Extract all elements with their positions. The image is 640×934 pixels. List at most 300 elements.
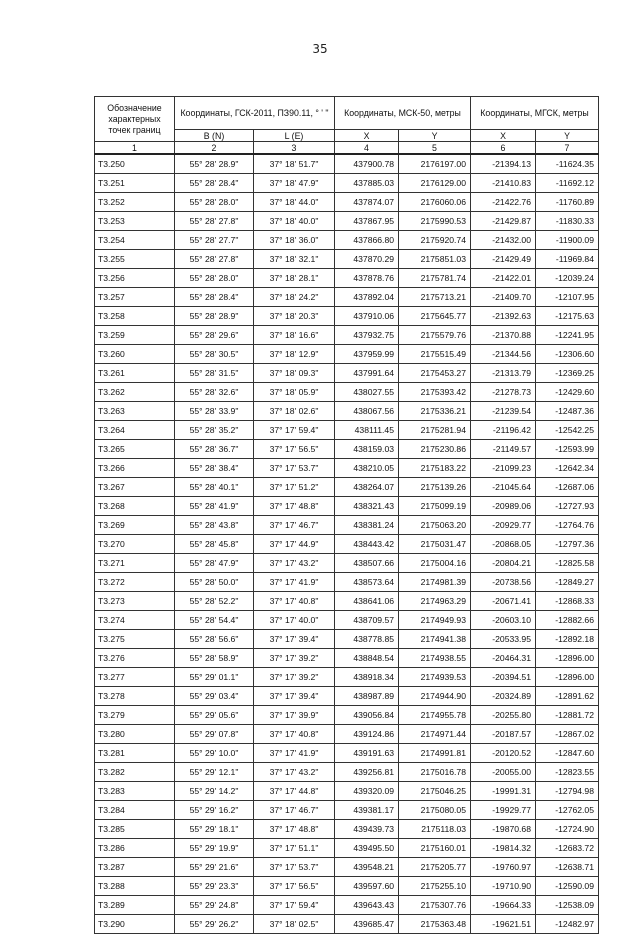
- msk-y-cell: 2175004.16: [399, 554, 471, 573]
- msk-y-cell: 2175031.47: [399, 535, 471, 554]
- msk-x-cell: 438573.64: [335, 573, 399, 592]
- mgsk-y-cell: -11830.33: [536, 212, 599, 231]
- table-row: [95, 801, 599, 820]
- msk-y-cell: 2174944.90: [399, 687, 471, 706]
- table-row: [95, 288, 599, 307]
- longitude-l-cell: 37° 18' 32.1": [254, 250, 335, 269]
- header-mgsk: Координаты, МГСК, метры: [471, 97, 599, 130]
- mgsk-x-cell: -21239.54: [471, 402, 536, 421]
- msk-x-cell: 438321.43: [335, 497, 399, 516]
- column-number: 2: [175, 142, 254, 155]
- column-number: 6: [471, 142, 536, 155]
- mgsk-y-cell: -11624.35: [536, 154, 599, 174]
- msk-x-cell: 438210.05: [335, 459, 399, 478]
- msk-y-cell: 2174981.39: [399, 573, 471, 592]
- mgsk-x-cell: -20394.51: [471, 668, 536, 687]
- mgsk-x-cell: -20120.52: [471, 744, 536, 763]
- longitude-l-cell: 37° 17' 40.8": [254, 592, 335, 611]
- point-id-cell: Т3.275: [95, 630, 175, 649]
- longitude-l-cell: 37° 17' 59.4": [254, 896, 335, 915]
- msk-x-cell: 438443.42: [335, 535, 399, 554]
- table-row: [95, 478, 599, 497]
- msk-x-cell: 438987.89: [335, 687, 399, 706]
- msk-x-cell: 439191.63: [335, 744, 399, 763]
- table-row: [95, 497, 599, 516]
- point-id-cell: Т3.288: [95, 877, 175, 896]
- msk-x-cell: 438067.56: [335, 402, 399, 421]
- mgsk-y-cell: -12764.76: [536, 516, 599, 535]
- latitude-b-cell: 55° 28' 41.9": [175, 497, 254, 516]
- table-row: [95, 858, 599, 877]
- point-id-cell: Т3.284: [95, 801, 175, 820]
- longitude-l-cell: 37° 17' 39.2": [254, 668, 335, 687]
- mgsk-x-cell: -20464.31: [471, 649, 536, 668]
- msk-x-cell: 439056.84: [335, 706, 399, 725]
- msk-y-cell: 2174971.44: [399, 725, 471, 744]
- column-number: 7: [536, 142, 599, 155]
- header-row-titles: [95, 97, 599, 130]
- table-row: [95, 307, 599, 326]
- mgsk-x-cell: -21394.13: [471, 154, 536, 174]
- point-id-cell: Т3.265: [95, 440, 175, 459]
- header-x-msk: X: [335, 130, 399, 142]
- msk-y-cell: 2174963.29: [399, 592, 471, 611]
- msk-y-cell: 2175255.10: [399, 877, 471, 896]
- mgsk-x-cell: -20324.89: [471, 687, 536, 706]
- mgsk-x-cell: -21409.70: [471, 288, 536, 307]
- point-id-cell: Т3.262: [95, 383, 175, 402]
- table-row: [95, 687, 599, 706]
- mgsk-y-cell: -12590.09: [536, 877, 599, 896]
- mgsk-x-cell: -21099.23: [471, 459, 536, 478]
- msk-y-cell: 2175645.77: [399, 307, 471, 326]
- longitude-l-cell: 37° 17' 39.4": [254, 687, 335, 706]
- mgsk-y-cell: -12847.60: [536, 744, 599, 763]
- point-id-cell: Т3.283: [95, 782, 175, 801]
- longitude-l-cell: 37° 17' 56.5": [254, 877, 335, 896]
- header-y-mgsk: Y: [536, 130, 599, 142]
- msk-y-cell: 2175230.86: [399, 440, 471, 459]
- point-id-cell: Т3.254: [95, 231, 175, 250]
- longitude-l-cell: 37° 17' 39.2": [254, 649, 335, 668]
- table-row: [95, 269, 599, 288]
- msk-y-cell: 2175851.03: [399, 250, 471, 269]
- msk-y-cell: 2175046.25: [399, 782, 471, 801]
- point-id-cell: Т3.271: [95, 554, 175, 573]
- msk-y-cell: 2175118.03: [399, 820, 471, 839]
- longitude-l-cell: 37° 17' 51.1": [254, 839, 335, 858]
- table-row: [95, 725, 599, 744]
- mgsk-y-cell: -12107.95: [536, 288, 599, 307]
- mgsk-y-cell: -12867.02: [536, 725, 599, 744]
- msk-y-cell: 2175205.77: [399, 858, 471, 877]
- longitude-l-cell: 37° 17' 53.7": [254, 459, 335, 478]
- latitude-b-cell: 55° 29' 14.2": [175, 782, 254, 801]
- longitude-l-cell: 37° 18' 24.2": [254, 288, 335, 307]
- point-id-cell: Т3.263: [95, 402, 175, 421]
- mgsk-y-cell: -12241.95: [536, 326, 599, 345]
- mgsk-x-cell: -21422.76: [471, 193, 536, 212]
- point-id-cell: Т3.280: [95, 725, 175, 744]
- mgsk-y-cell: -12891.62: [536, 687, 599, 706]
- point-id-cell: Т3.260: [95, 345, 175, 364]
- latitude-b-cell: 55° 28' 28.0": [175, 193, 254, 212]
- mgsk-y-cell: -12538.09: [536, 896, 599, 915]
- point-id-cell: Т3.270: [95, 535, 175, 554]
- longitude-l-cell: 37° 17' 46.7": [254, 801, 335, 820]
- mgsk-x-cell: -19991.31: [471, 782, 536, 801]
- mgsk-x-cell: -19814.32: [471, 839, 536, 858]
- latitude-b-cell: 55° 28' 28.4": [175, 288, 254, 307]
- table-row: [95, 250, 599, 269]
- latitude-b-cell: 55° 28' 58.9": [175, 649, 254, 668]
- msk-x-cell: 438918.34: [335, 668, 399, 687]
- longitude-l-cell: 37° 17' 48.8": [254, 497, 335, 516]
- mgsk-x-cell: -20671.41: [471, 592, 536, 611]
- msk-y-cell: 2175713.21: [399, 288, 471, 307]
- msk-y-cell: 2175281.94: [399, 421, 471, 440]
- msk-x-cell: 437867.95: [335, 212, 399, 231]
- mgsk-x-cell: -19621.51: [471, 915, 536, 934]
- msk-y-cell: 2175393.42: [399, 383, 471, 402]
- latitude-b-cell: 55° 29' 10.0": [175, 744, 254, 763]
- msk-x-cell: 438381.24: [335, 516, 399, 535]
- point-id-cell: Т3.285: [95, 820, 175, 839]
- header-point-label: Обозначение характерных точек границ: [95, 97, 175, 142]
- table-row: [95, 364, 599, 383]
- msk-x-cell: 438641.06: [335, 592, 399, 611]
- msk-y-cell: 2175781.74: [399, 269, 471, 288]
- mgsk-y-cell: -12849.27: [536, 573, 599, 592]
- latitude-b-cell: 55° 28' 36.7": [175, 440, 254, 459]
- mgsk-y-cell: -12482.97: [536, 915, 599, 934]
- table-row: [95, 154, 599, 174]
- table-row: [95, 174, 599, 193]
- mgsk-y-cell: -12369.25: [536, 364, 599, 383]
- msk-y-cell: 2175080.05: [399, 801, 471, 820]
- point-id-cell: Т3.257: [95, 288, 175, 307]
- mgsk-x-cell: -20533.95: [471, 630, 536, 649]
- longitude-l-cell: 37° 17' 51.2": [254, 478, 335, 497]
- msk-x-cell: 438507.66: [335, 554, 399, 573]
- table-row: [95, 611, 599, 630]
- msk-x-cell: 438778.85: [335, 630, 399, 649]
- mgsk-y-cell: -12868.33: [536, 592, 599, 611]
- mgsk-x-cell: -20868.05: [471, 535, 536, 554]
- msk-y-cell: 2175336.21: [399, 402, 471, 421]
- point-id-cell: Т3.279: [95, 706, 175, 725]
- msk-y-cell: 2175063.20: [399, 516, 471, 535]
- table-row: [95, 554, 599, 573]
- latitude-b-cell: 55° 28' 45.8": [175, 535, 254, 554]
- msk-x-cell: 438264.07: [335, 478, 399, 497]
- mgsk-x-cell: -19929.77: [471, 801, 536, 820]
- msk-x-cell: 439124.86: [335, 725, 399, 744]
- msk-x-cell: 439256.81: [335, 763, 399, 782]
- msk-x-cell: 438709.57: [335, 611, 399, 630]
- table-row: [95, 877, 599, 896]
- table-row: [95, 592, 599, 611]
- table-row: [95, 820, 599, 839]
- header-gsk: Координаты, ГСК-2011, ПЗ90.11, ° ' ": [175, 97, 335, 130]
- mgsk-y-cell: -12724.90: [536, 820, 599, 839]
- mgsk-y-cell: -11692.12: [536, 174, 599, 193]
- msk-x-cell: 439381.17: [335, 801, 399, 820]
- latitude-b-cell: 55° 28' 27.8": [175, 212, 254, 231]
- point-id-cell: Т3.266: [95, 459, 175, 478]
- point-id-cell: Т3.255: [95, 250, 175, 269]
- point-id-cell: Т3.259: [95, 326, 175, 345]
- latitude-b-cell: 55° 28' 52.2": [175, 592, 254, 611]
- longitude-l-cell: 37° 18' 47.9": [254, 174, 335, 193]
- longitude-l-cell: 37° 18' 44.0": [254, 193, 335, 212]
- longitude-l-cell: 37° 18' 16.6": [254, 326, 335, 345]
- msk-x-cell: 439320.09: [335, 782, 399, 801]
- point-id-cell: Т3.277: [95, 668, 175, 687]
- latitude-b-cell: 55° 28' 54.4": [175, 611, 254, 630]
- msk-x-cell: 437878.76: [335, 269, 399, 288]
- mgsk-x-cell: -21344.56: [471, 345, 536, 364]
- msk-y-cell: 2176129.00: [399, 174, 471, 193]
- table-row: [95, 782, 599, 801]
- msk-y-cell: 2174938.55: [399, 649, 471, 668]
- mgsk-x-cell: -20603.10: [471, 611, 536, 630]
- latitude-b-cell: 55° 29' 21.6": [175, 858, 254, 877]
- table-row: [95, 345, 599, 364]
- latitude-b-cell: 55° 28' 32.6": [175, 383, 254, 402]
- msk-y-cell: 2175099.19: [399, 497, 471, 516]
- column-number: 4: [335, 142, 399, 155]
- point-id-cell: Т3.251: [95, 174, 175, 193]
- mgsk-x-cell: -20738.56: [471, 573, 536, 592]
- point-id-cell: Т3.278: [95, 687, 175, 706]
- latitude-b-cell: 55° 28' 30.5": [175, 345, 254, 364]
- mgsk-x-cell: -21422.01: [471, 269, 536, 288]
- msk-y-cell: 2175920.74: [399, 231, 471, 250]
- table-row: [95, 516, 599, 535]
- header-l: L (E): [254, 130, 335, 142]
- longitude-l-cell: 37° 17' 41.9": [254, 573, 335, 592]
- latitude-b-cell: 55° 28' 40.1": [175, 478, 254, 497]
- mgsk-y-cell: -11900.09: [536, 231, 599, 250]
- msk-x-cell: 439548.21: [335, 858, 399, 877]
- longitude-l-cell: 37° 18' 36.0": [254, 231, 335, 250]
- table-row: [95, 421, 599, 440]
- point-id-cell: Т3.276: [95, 649, 175, 668]
- table-row: [95, 402, 599, 421]
- msk-x-cell: 437866.80: [335, 231, 399, 250]
- mgsk-y-cell: -12881.72: [536, 706, 599, 725]
- latitude-b-cell: 55° 29' 23.3": [175, 877, 254, 896]
- mgsk-x-cell: -19710.90: [471, 877, 536, 896]
- header-row-numbers: [95, 142, 599, 155]
- msk-x-cell: 437910.06: [335, 307, 399, 326]
- mgsk-x-cell: -20055.00: [471, 763, 536, 782]
- table-row: [95, 763, 599, 782]
- latitude-b-cell: 55° 29' 03.4": [175, 687, 254, 706]
- point-id-cell: Т3.282: [95, 763, 175, 782]
- table-row: [95, 630, 599, 649]
- latitude-b-cell: 55° 28' 50.0": [175, 573, 254, 592]
- mgsk-x-cell: -21313.79: [471, 364, 536, 383]
- table-row: [95, 915, 599, 934]
- msk-y-cell: 2175515.49: [399, 345, 471, 364]
- mgsk-y-cell: -12882.66: [536, 611, 599, 630]
- latitude-b-cell: 55° 29' 01.1": [175, 668, 254, 687]
- mgsk-y-cell: -12429.60: [536, 383, 599, 402]
- mgsk-y-cell: -11969.84: [536, 250, 599, 269]
- mgsk-y-cell: -12762.05: [536, 801, 599, 820]
- longitude-l-cell: 37° 17' 40.8": [254, 725, 335, 744]
- point-id-cell: Т3.268: [95, 497, 175, 516]
- point-id-cell: Т3.281: [95, 744, 175, 763]
- latitude-b-cell: 55° 28' 33.9": [175, 402, 254, 421]
- mgsk-y-cell: -12687.06: [536, 478, 599, 497]
- latitude-b-cell: 55° 29' 24.8": [175, 896, 254, 915]
- mgsk-y-cell: -12175.63: [536, 307, 599, 326]
- mgsk-x-cell: -20929.77: [471, 516, 536, 535]
- point-id-cell: Т3.269: [95, 516, 175, 535]
- latitude-b-cell: 55° 28' 28.9": [175, 154, 254, 174]
- latitude-b-cell: 55° 28' 38.4": [175, 459, 254, 478]
- point-id-cell: Т3.252: [95, 193, 175, 212]
- mgsk-y-cell: -11760.89: [536, 193, 599, 212]
- msk-y-cell: 2175363.48: [399, 915, 471, 934]
- longitude-l-cell: 37° 17' 39.9": [254, 706, 335, 725]
- mgsk-x-cell: -20804.21: [471, 554, 536, 573]
- longitude-l-cell: 37° 17' 44.8": [254, 782, 335, 801]
- mgsk-y-cell: -12727.93: [536, 497, 599, 516]
- point-id-cell: Т3.273: [95, 592, 175, 611]
- coordinates-table: [94, 96, 599, 934]
- longitude-l-cell: 37° 17' 43.2": [254, 554, 335, 573]
- table-row: [95, 744, 599, 763]
- latitude-b-cell: 55° 28' 43.8": [175, 516, 254, 535]
- mgsk-y-cell: -12797.36: [536, 535, 599, 554]
- longitude-l-cell: 37° 18' 28.1": [254, 269, 335, 288]
- msk-y-cell: 2175579.76: [399, 326, 471, 345]
- table-row: [95, 383, 599, 402]
- longitude-l-cell: 37° 17' 48.8": [254, 820, 335, 839]
- msk-y-cell: 2176197.00: [399, 154, 471, 174]
- msk-y-cell: 2175453.27: [399, 364, 471, 383]
- longitude-l-cell: 37° 17' 46.7": [254, 516, 335, 535]
- column-number: 1: [95, 142, 175, 155]
- latitude-b-cell: 55° 28' 29.6": [175, 326, 254, 345]
- table-row: [95, 535, 599, 554]
- mgsk-y-cell: -12892.18: [536, 630, 599, 649]
- mgsk-x-cell: -19664.33: [471, 896, 536, 915]
- msk-y-cell: 2175183.22: [399, 459, 471, 478]
- latitude-b-cell: 55° 29' 26.2": [175, 915, 254, 934]
- mgsk-y-cell: -12638.71: [536, 858, 599, 877]
- longitude-l-cell: 37° 18' 20.3": [254, 307, 335, 326]
- mgsk-x-cell: -20989.06: [471, 497, 536, 516]
- latitude-b-cell: 55° 28' 35.2": [175, 421, 254, 440]
- latitude-b-cell: 55° 29' 07.8": [175, 725, 254, 744]
- mgsk-y-cell: -12642.34: [536, 459, 599, 478]
- point-id-cell: Т3.287: [95, 858, 175, 877]
- latitude-b-cell: 55° 29' 05.6": [175, 706, 254, 725]
- point-id-cell: Т3.267: [95, 478, 175, 497]
- page-number: 35: [312, 42, 328, 56]
- msk-x-cell: 437874.07: [335, 193, 399, 212]
- longitude-l-cell: 37° 18' 02.6": [254, 402, 335, 421]
- latitude-b-cell: 55° 28' 56.6": [175, 630, 254, 649]
- msk-y-cell: 2176060.06: [399, 193, 471, 212]
- column-number: 5: [399, 142, 471, 155]
- table-row: [95, 649, 599, 668]
- table-row: [95, 839, 599, 858]
- table-row: [95, 668, 599, 687]
- msk-x-cell: 437885.03: [335, 174, 399, 193]
- point-id-cell: Т3.290: [95, 915, 175, 934]
- mgsk-x-cell: -21429.87: [471, 212, 536, 231]
- mgsk-x-cell: -20255.80: [471, 706, 536, 725]
- mgsk-x-cell: -21045.64: [471, 478, 536, 497]
- longitude-l-cell: 37° 17' 41.9": [254, 744, 335, 763]
- msk-y-cell: 2175307.76: [399, 896, 471, 915]
- mgsk-x-cell: -21196.42: [471, 421, 536, 440]
- longitude-l-cell: 37° 18' 12.9": [254, 345, 335, 364]
- mgsk-y-cell: -12896.00: [536, 668, 599, 687]
- longitude-l-cell: 37° 17' 43.2": [254, 763, 335, 782]
- mgsk-x-cell: -19760.97: [471, 858, 536, 877]
- msk-x-cell: 439495.50: [335, 839, 399, 858]
- msk-x-cell: 439685.47: [335, 915, 399, 934]
- msk-x-cell: 437900.78: [335, 154, 399, 174]
- msk-x-cell: 438848.54: [335, 649, 399, 668]
- mgsk-y-cell: -12683.72: [536, 839, 599, 858]
- point-id-cell: Т3.253: [95, 212, 175, 231]
- longitude-l-cell: 37° 17' 56.5": [254, 440, 335, 459]
- latitude-b-cell: 55° 29' 12.1": [175, 763, 254, 782]
- point-id-cell: Т3.256: [95, 269, 175, 288]
- mgsk-x-cell: -21392.63: [471, 307, 536, 326]
- table-row: [95, 193, 599, 212]
- msk-x-cell: 439439.73: [335, 820, 399, 839]
- point-id-cell: Т3.258: [95, 307, 175, 326]
- latitude-b-cell: 55° 28' 28.4": [175, 174, 254, 193]
- column-number: 3: [254, 142, 335, 155]
- mgsk-y-cell: -12823.55: [536, 763, 599, 782]
- latitude-b-cell: 55° 28' 28.0": [175, 269, 254, 288]
- mgsk-x-cell: -21370.88: [471, 326, 536, 345]
- mgsk-y-cell: -12487.36: [536, 402, 599, 421]
- mgsk-y-cell: -12794.98: [536, 782, 599, 801]
- longitude-l-cell: 37° 17' 39.4": [254, 630, 335, 649]
- mgsk-x-cell: -21410.83: [471, 174, 536, 193]
- point-id-cell: Т3.250: [95, 154, 175, 174]
- point-id-cell: Т3.274: [95, 611, 175, 630]
- latitude-b-cell: 55° 28' 47.9": [175, 554, 254, 573]
- mgsk-y-cell: -12542.25: [536, 421, 599, 440]
- longitude-l-cell: 37° 17' 40.0": [254, 611, 335, 630]
- mgsk-y-cell: -12825.58: [536, 554, 599, 573]
- header-x-mgsk: X: [471, 130, 536, 142]
- header-b: B (N): [175, 130, 254, 142]
- point-id-cell: Т3.264: [95, 421, 175, 440]
- table-row: [95, 212, 599, 231]
- table-row: [95, 706, 599, 725]
- point-id-cell: Т3.261: [95, 364, 175, 383]
- latitude-b-cell: 55° 28' 28.9": [175, 307, 254, 326]
- longitude-l-cell: 37° 18' 02.5": [254, 915, 335, 934]
- mgsk-y-cell: -12039.24: [536, 269, 599, 288]
- mgsk-x-cell: -21278.73: [471, 383, 536, 402]
- msk-x-cell: 437959.99: [335, 345, 399, 364]
- msk-x-cell: 439643.43: [335, 896, 399, 915]
